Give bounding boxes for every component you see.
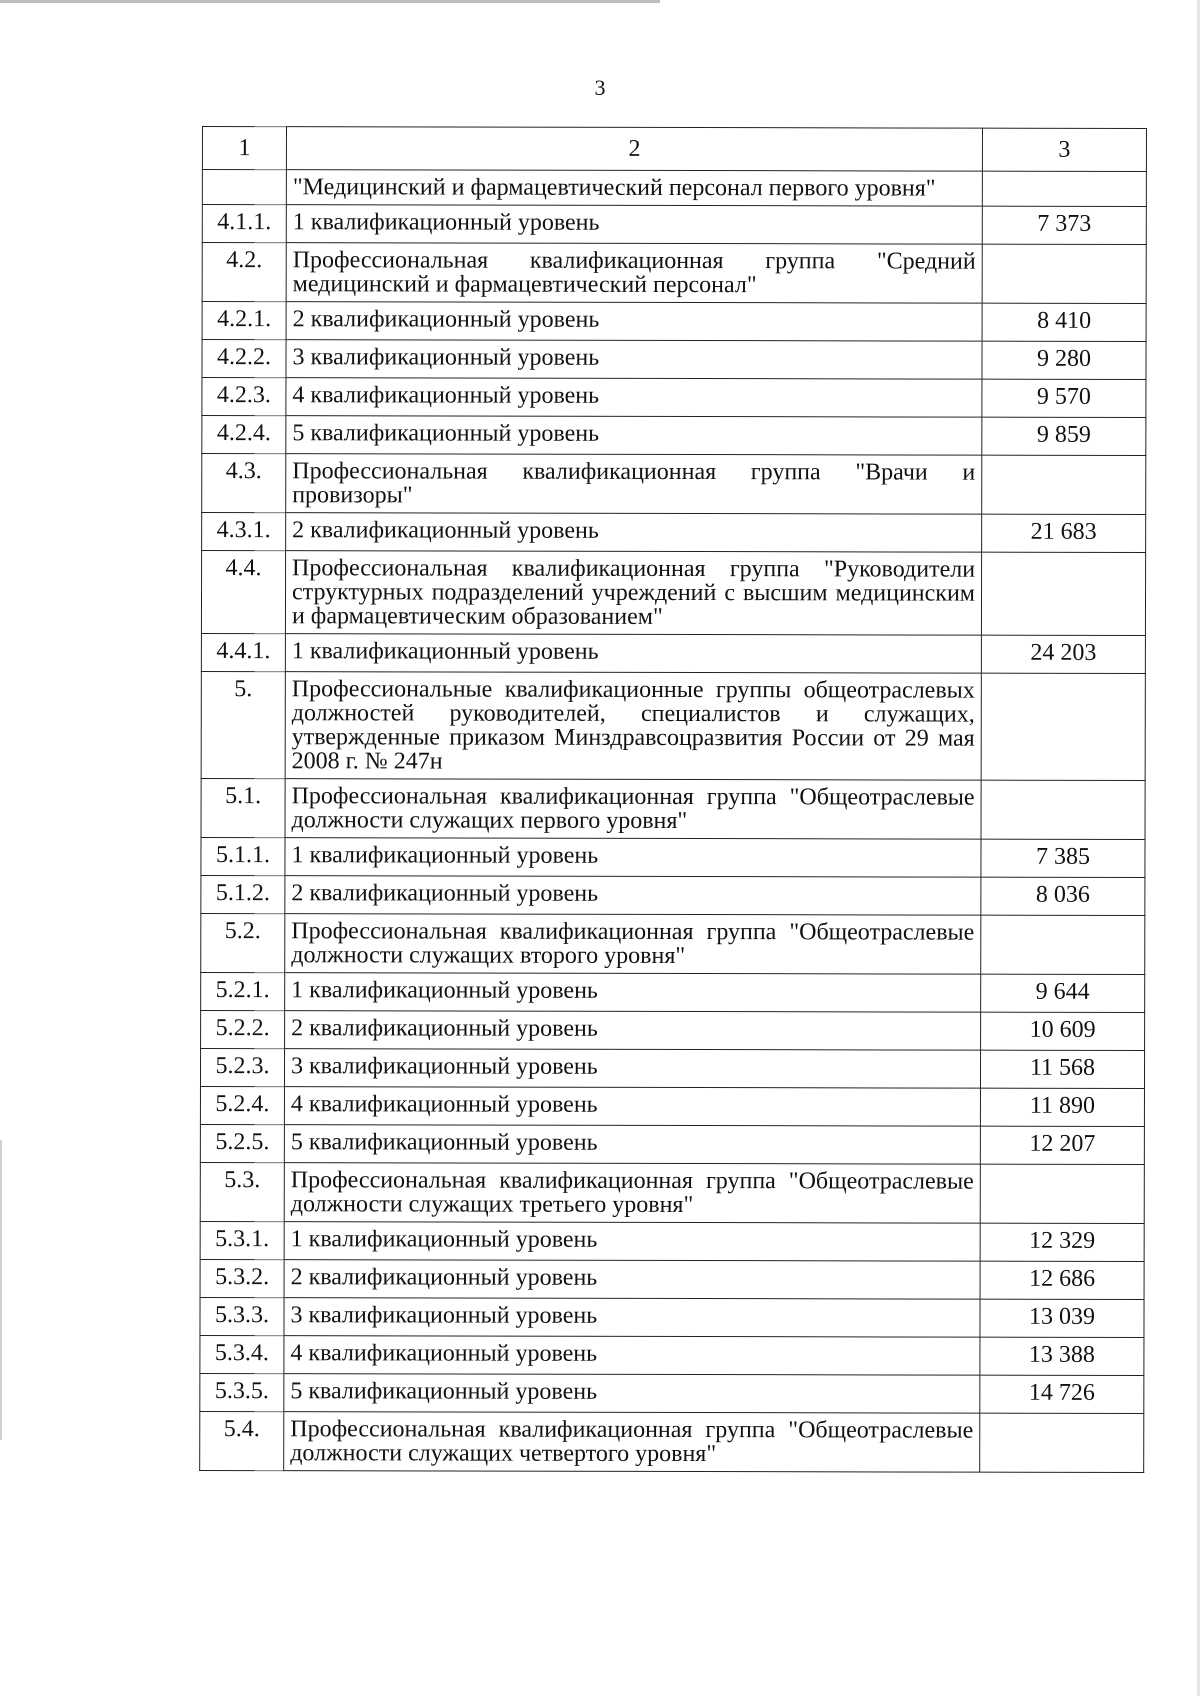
table-row xyxy=(200,1335,1144,1375)
salary-value xyxy=(982,244,1146,303)
row-number: 5.2.1. xyxy=(201,972,285,1010)
salary-value xyxy=(980,1413,1144,1472)
page-number: 3 xyxy=(594,75,606,100)
column-header-2: 2 xyxy=(286,127,982,171)
row-number: 4.2.2. xyxy=(202,340,286,378)
salary-value: 11 890 xyxy=(980,1088,1144,1126)
group-title: Профессиональная квалификационная группа "Общеотраслевые должности служащих первого уровня" xyxy=(285,779,981,839)
salary-value: 24 203 xyxy=(981,635,1145,673)
row-number: 4.3.1. xyxy=(202,513,286,551)
row-number: 5.2.3. xyxy=(200,1048,284,1086)
salary-table xyxy=(199,126,1147,1473)
table-body xyxy=(200,170,1147,1473)
table-row xyxy=(200,1124,1144,1164)
level-name: 2 квалификационный уровень xyxy=(285,876,981,915)
table-row xyxy=(202,454,1146,515)
salary-value: 10 609 xyxy=(981,1012,1145,1050)
salary-value: 9 280 xyxy=(982,341,1146,379)
group-title: "Медицинский и фармацевтический персонал первого уровня" xyxy=(286,170,982,206)
salary-value xyxy=(980,1164,1144,1223)
table-header-row xyxy=(202,127,1146,172)
salary-value: 12 207 xyxy=(980,1126,1144,1164)
level-name: 3 квалификационный уровень xyxy=(286,340,982,379)
row-number: 5.4. xyxy=(200,1411,284,1470)
row-number: 5. xyxy=(201,671,285,778)
table-row xyxy=(200,1297,1144,1337)
salary-value: 8 410 xyxy=(982,303,1146,341)
table-row xyxy=(202,340,1146,380)
scan-edge-line xyxy=(0,0,660,3)
salary-value: 7 373 xyxy=(982,206,1146,244)
table-row xyxy=(202,205,1146,245)
level-name: 4 квалификационный уровень xyxy=(284,1336,980,1375)
level-name: 2 квалификационный уровень xyxy=(285,1011,981,1050)
salary-value: 12 329 xyxy=(980,1223,1144,1261)
group-title: Профессиональная квалификационная группа "Общеотраслевые должности служащих второго уровня" xyxy=(285,914,981,974)
group-title: Профессиональная квалификационная группа "Общеотраслевые должности служащих четвертого уровня" xyxy=(284,1412,980,1472)
table-row xyxy=(201,1010,1145,1050)
level-name: 2 квалификационный уровень xyxy=(284,1260,980,1299)
row-number: 5.2. xyxy=(201,913,285,972)
table-row xyxy=(201,875,1145,915)
salary-value: 14 726 xyxy=(980,1375,1144,1413)
table-row xyxy=(202,513,1146,553)
level-name: 4 квалификационный уровень xyxy=(286,378,982,417)
salary-value xyxy=(981,673,1145,780)
column-header-3: 3 xyxy=(982,128,1146,171)
salary-value: 7 385 xyxy=(981,839,1145,877)
salary-value: 9 570 xyxy=(982,379,1146,417)
scan-edge-mark xyxy=(0,1140,2,1440)
table-row xyxy=(200,1373,1144,1413)
table-row xyxy=(201,551,1145,636)
table-row xyxy=(200,1048,1144,1088)
salary-value: 9 859 xyxy=(982,417,1146,455)
salary-value: 9 644 xyxy=(981,974,1145,1012)
group-title: Профессиональная квалификационная группа "Общеотраслевые должности служащих третьего уровня" xyxy=(284,1163,980,1223)
row-number: 5.3.1. xyxy=(200,1221,284,1259)
table-row xyxy=(202,170,1146,207)
table-row xyxy=(201,972,1145,1012)
level-name: 3 квалификационный уровень xyxy=(284,1298,980,1337)
row-number: 4.2.4. xyxy=(202,416,286,454)
level-name: 1 квалификационный уровень xyxy=(285,634,981,673)
row-number: 5.1. xyxy=(201,778,285,837)
row-number: 5.3. xyxy=(200,1162,284,1221)
column-header-1: 1 xyxy=(202,127,286,170)
row-number: 5.3.5. xyxy=(200,1373,284,1411)
level-name: 5 квалификационный уровень xyxy=(284,1125,980,1164)
table-row xyxy=(200,1162,1144,1223)
level-name: 2 квалификационный уровень xyxy=(286,302,982,341)
table-row xyxy=(201,633,1145,673)
level-name: 1 квалификационный уровень xyxy=(285,973,981,1012)
table-row xyxy=(202,243,1146,304)
row-number: 5.3.2. xyxy=(200,1259,284,1297)
row-number: 5.1.2. xyxy=(201,875,285,913)
salary-value xyxy=(982,455,1146,514)
table-row xyxy=(200,1411,1144,1472)
group-title: Профессиональная квалификационная группа "Врачи и провизоры" xyxy=(286,454,982,514)
table-row xyxy=(202,302,1146,342)
row-number: 4.1.1. xyxy=(202,205,286,243)
group-title: Профессиональные квалификационные группы общеотраслевых должностей руководителей, специалистов и служащих, утвержденные приказом Минздравсоцразвития России от 29 мая 2008 г. № 247н xyxy=(285,672,981,780)
group-title: Профессиональная квалификационная группа "Средний медицинский и фармацевтический персонал" xyxy=(286,243,982,303)
row-number: 4.2. xyxy=(202,243,286,302)
salary-value: 13 039 xyxy=(980,1299,1144,1337)
row-number: 4.4. xyxy=(201,551,285,634)
table-row xyxy=(202,378,1146,418)
table-row xyxy=(201,671,1145,780)
salary-value xyxy=(981,552,1145,635)
salary-value: 11 568 xyxy=(980,1050,1144,1088)
row-number: 4.3. xyxy=(202,454,286,513)
salary-value: 21 683 xyxy=(982,514,1146,552)
table-row xyxy=(201,778,1145,839)
level-name: 1 квалификационный уровень xyxy=(286,205,982,244)
table-row xyxy=(200,1086,1144,1126)
row-number: 5.2.5. xyxy=(200,1124,284,1162)
table-row xyxy=(200,1259,1144,1299)
row-number: 4.2.3. xyxy=(202,378,286,416)
table-row xyxy=(201,913,1145,974)
level-name: 5 квалификационный уровень xyxy=(286,416,982,455)
table-row xyxy=(201,837,1145,877)
table-row xyxy=(200,1221,1144,1261)
level-name: 1 квалификационный уровень xyxy=(284,1222,980,1261)
salary-value: 12 686 xyxy=(980,1261,1144,1299)
row-number: 5.3.3. xyxy=(200,1297,284,1335)
level-name: 4 квалификационный уровень xyxy=(284,1087,980,1126)
salary-value xyxy=(982,171,1146,206)
row-number xyxy=(202,170,286,205)
row-number: 5.3.4. xyxy=(200,1335,284,1373)
salary-value xyxy=(981,780,1145,839)
level-name: 1 квалификационный уровень xyxy=(285,838,981,877)
row-number: 5.1.1. xyxy=(201,837,285,875)
salary-value xyxy=(981,915,1145,974)
row-number: 5.2.2. xyxy=(201,1010,285,1048)
level-name: 5 квалификационный уровень xyxy=(284,1374,980,1413)
salary-value: 13 388 xyxy=(980,1337,1144,1375)
group-title: Профессиональная квалификационная группа "Руководители структурных подразделений учреждений с высшим медицинским и фармацевтическим образованием" xyxy=(285,551,981,635)
level-name: 2 квалификационный уровень xyxy=(286,513,982,552)
row-number: 5.2.4. xyxy=(200,1086,284,1124)
level-name: 3 квалификационный уровень xyxy=(284,1049,980,1088)
row-number: 4.4.1. xyxy=(201,633,285,671)
salary-value: 8 036 xyxy=(981,877,1145,915)
row-number: 4.2.1. xyxy=(202,302,286,340)
table-row xyxy=(202,416,1146,456)
